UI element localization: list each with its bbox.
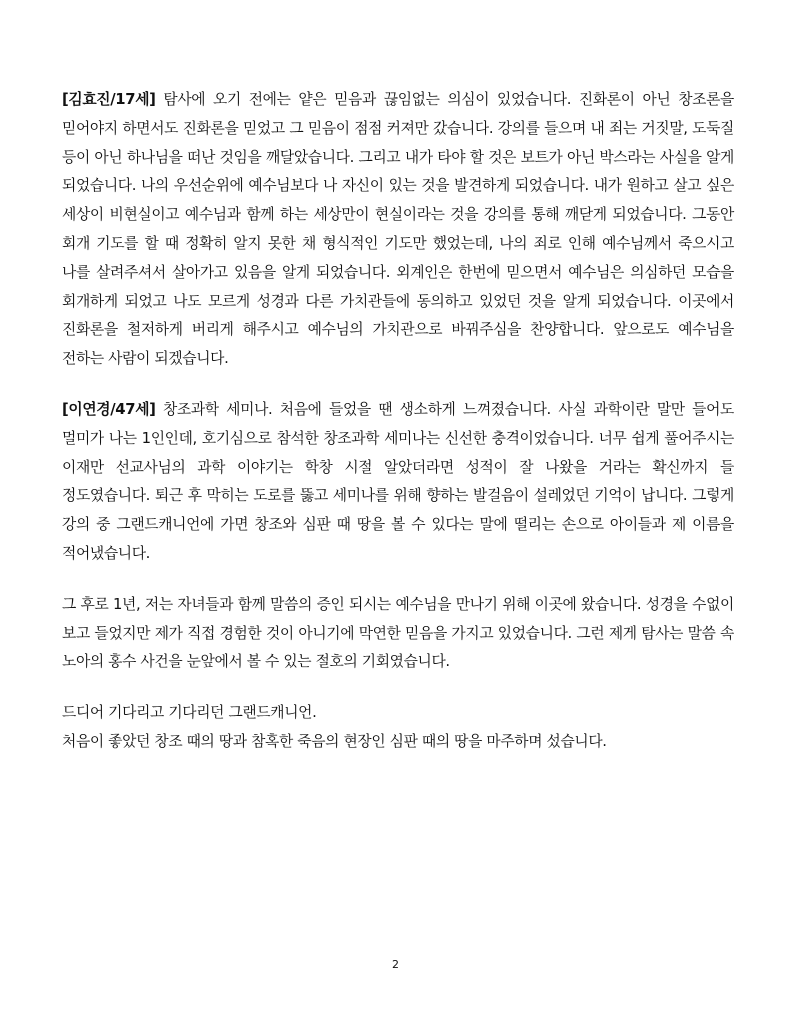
page-number: 2: [392, 958, 399, 971]
testimony-paragraph-1: [62, 86, 734, 374]
paragraph-text: 그 후로 1년, 저는 자녀들과 함께 말씀의 증인 되시는 예수님을 만나기 위해 이곳에 왔습니다. 성경을 수없이 보고 들었지만 제가 직접 경험한 것이 아니기에 막연한 믿음을 가지고 있었습니다. 그런 제게 탐사는 말씀 속 노아의 홍수 사건을 눈앞에서 볼 수 있는 절호의 기회였습니다.: [62, 595, 734, 671]
closing-line-2: 처음이 좋았던 창조 때의 땅과 참혹한 죽음의 현장인 심판 때의 땅을 마주하며 섰습니다.: [62, 732, 607, 750]
paragraph-text: 탐사에 오기 전에는 얕은 믿음과 끊임없는 의심이 있었습니다. 진화론이 아닌 창조론을 믿어야지 하면서도 진화론을 믿었고 그 믿음이 점점 커져만 갔습니다. 강의를 들으며 내 죄는 거짓말, 도둑질 등이 아닌 하나님을 떠난 것임을 깨달았습니다. 그리고 내가 타야 할 것은 보트가 아닌 박스라는 사실을 알게 되었습니다. 나의 우선순위에 예수님보다 나 자신이 있는 것을 발견하게 되었습니다. 내가 원하고 살고 싶은 세상이 비현실이고 예수님과 함께 하는 세상만이 현실이라는 것을 강의를 통해 깨닫게 되었습니다. 그동안 회개 기도를 할 때 정확히 알지 못한 채 형식적인 기도만 했었는데, 나의 죄로 인해 예수님께서 죽으시고 나를 살려주셔서 살아가고 있음을 알게 되었습니다. 외계인은 한번에 믿으면서 예수님은 의심하던 모습을 회개하게 되었고 나도 모르게 성경과 다른 가치관들에 동의하고 있었던 것을 알게 되었습니다. 이곳에서 진화론을 철저하게 버리게 해주시고 예수님의 가치관으로 바꿔주심을 찬양합니다. 앞으로도 예수님을 전하는 사람이 되겠습니다.: [62, 91, 734, 368]
paragraph-text: 창조과학 세미나. 처음에 들었을 땐 생소하게 느껴졌습니다. 사실 과학이란 말만 들어도 멀미가 나는 1인인데, 호기심으로 참석한 창조과학 세미나는 신선한 충격이었습니다. 너무 쉽게 풀어주시는 이재만 선교사님의 과학 이야기는 학창 시절 알았더라면 성적이 잘 나왔을 거라는 확신까지 들 정도였습니다. 퇴근 후 막히는 도로를 뚫고 세미나를 위해 향하는 발걸음이 설레었던 기억이 납니다. 그렇게 강의 중 그랜드캐니언에 가면 창조와 심판 때 땅을 볼 수 있다는 말에 떨리는 손으로 아이들과 제 이름을 적어냈습니다.: [62, 400, 734, 562]
document-body: [62, 86, 734, 757]
speaker-label: [이연경/47세]: [62, 400, 156, 418]
closing-paragraph: [62, 699, 734, 757]
speaker-label: [김효진/17세]: [62, 91, 156, 108]
testimony-paragraph-2: [62, 396, 734, 569]
closing-line-1: 드디어 기다리고 기다리던 그랜드캐니언.: [62, 704, 317, 722]
testimony-paragraph-3: [62, 591, 734, 677]
